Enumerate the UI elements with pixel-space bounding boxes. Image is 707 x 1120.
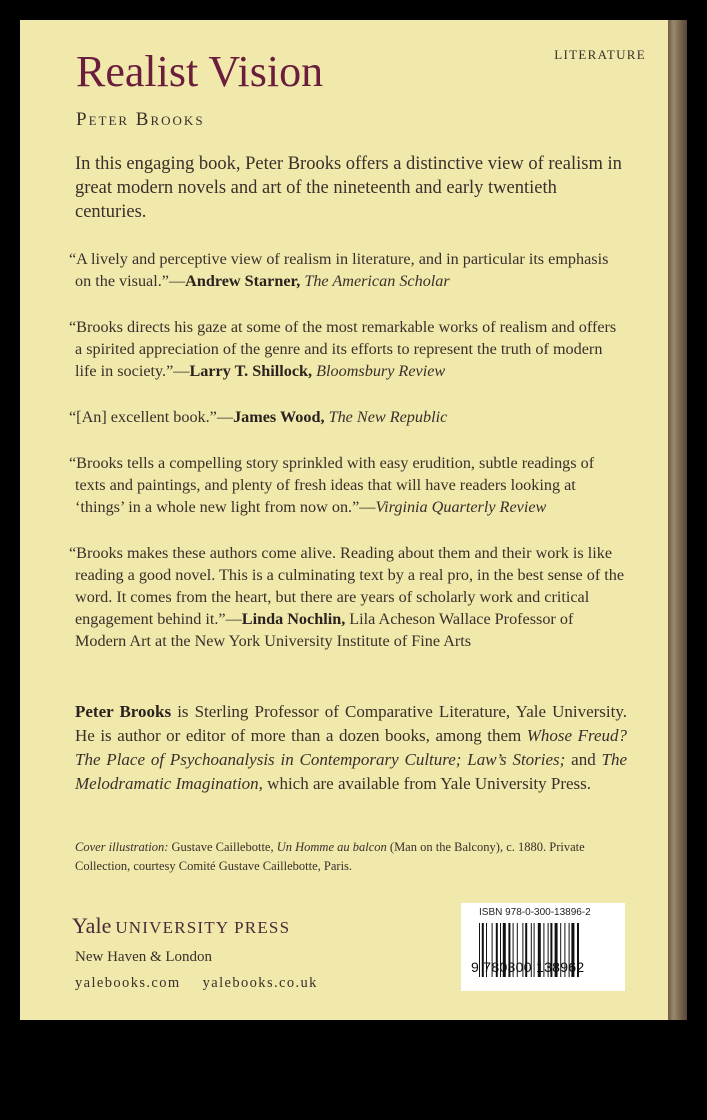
review-quote: “A lively and perceptive view of realism in literature, and in particular its emphasis on the visual.”—Andrew Starner, The American Scholar [69,250,609,290]
review-quote: “Brooks tells a compelling story sprinkled with easy erudition, subtle readings of texts and paintings, and plenty of fresh ideas that will have readers looking at ‘things’ in a whole new light from now on.”—Virginia Quarterly Review [69,454,595,516]
review-quote: “Brooks makes these authors come alive. Reading about them and their work is like reading a good novel. This is a culminating text by a real pro, in the best sense of the word. It comes from the heart, but there are years of scholarly work and critical engagement behind it.”—Linda Nochlin, Lila Acheson Wallace Professor of Modern Art at the New York University Institute of Fine Arts [69,544,625,650]
bio-book-title: The Melodramatic Imagination, [75,750,628,793]
publisher-logo: Yale UNIVERSITY PRESS [72,913,291,938]
book-title: Realist Vision [76,47,324,96]
reviewer-name: James Wood, [233,408,325,426]
category-label: LITERATURE [554,47,646,62]
website-us: yalebooks.com [75,975,181,991]
publisher-websites [75,975,318,992]
barcode [461,903,625,991]
isbn-label: ISBN 978-0-300-13896-2 [479,907,591,918]
review-source: The American Scholar [304,272,450,290]
intro-paragraph: In this engaging book, Peter Brooks offers a distinctive view of realism in great modern novels and art of the nineteenth and early twentieth centuries. [75,154,622,222]
barcode-digits: 9 780300 138962 [471,959,585,975]
publisher-place: New Haven & London [75,949,213,965]
author-bio: Peter Brooks is Sterling Professor of Comparative Literature, Yale University. He is author or editor of more than a dozen books, among them Whose Freud? The Place of Psychoanalysis in Contemporary Culture; Law’s Stories; and The Melodramatic Imagination, which are available from Yale University Press. [75,702,628,793]
review-source: Virginia Quarterly Review [375,498,547,516]
author-name: Peter Brooks [76,109,205,130]
bio-name: Peter Brooks [75,702,172,721]
review-quote: “Brooks directs his gaze at some of the most remarkable works of realism and offers a spirited appreciation of the genre and its efforts to represent the truth of modern life in society.”—Larry T. Shillock, Bloomsbury Review [69,318,617,380]
cover-credit: Cover illustration: Gustave Caillebotte, Un Homme au balcon (Man on the Balcony), c. 1880. Private Collection, courtesy Comité Gustave Caillebotte, Paris. [75,840,585,873]
reviewer-title: Lila Acheson Wallace Professor of Modern Art at the New York University Institute of Fine Arts [75,610,574,650]
review-source: The New Republic [328,408,448,426]
reviewer-name: Larry T. Shillock, [189,362,313,380]
review-source: Bloomsbury Review [316,362,446,380]
reviewer-name: Andrew Starner, [185,272,301,290]
back-cover [20,20,668,1020]
bio-book-titles: Whose Freud? The Place of Psychoanalysis in Contemporary Culture; Law’s Stories; [75,726,627,769]
website-uk: yalebooks.co.uk [202,975,318,991]
spine-edge [668,20,687,1020]
review-quote: “[An] excellent book.”—James Wood, The New Republic [69,408,448,426]
reviewer-name: Linda Nochlin, [241,610,346,628]
